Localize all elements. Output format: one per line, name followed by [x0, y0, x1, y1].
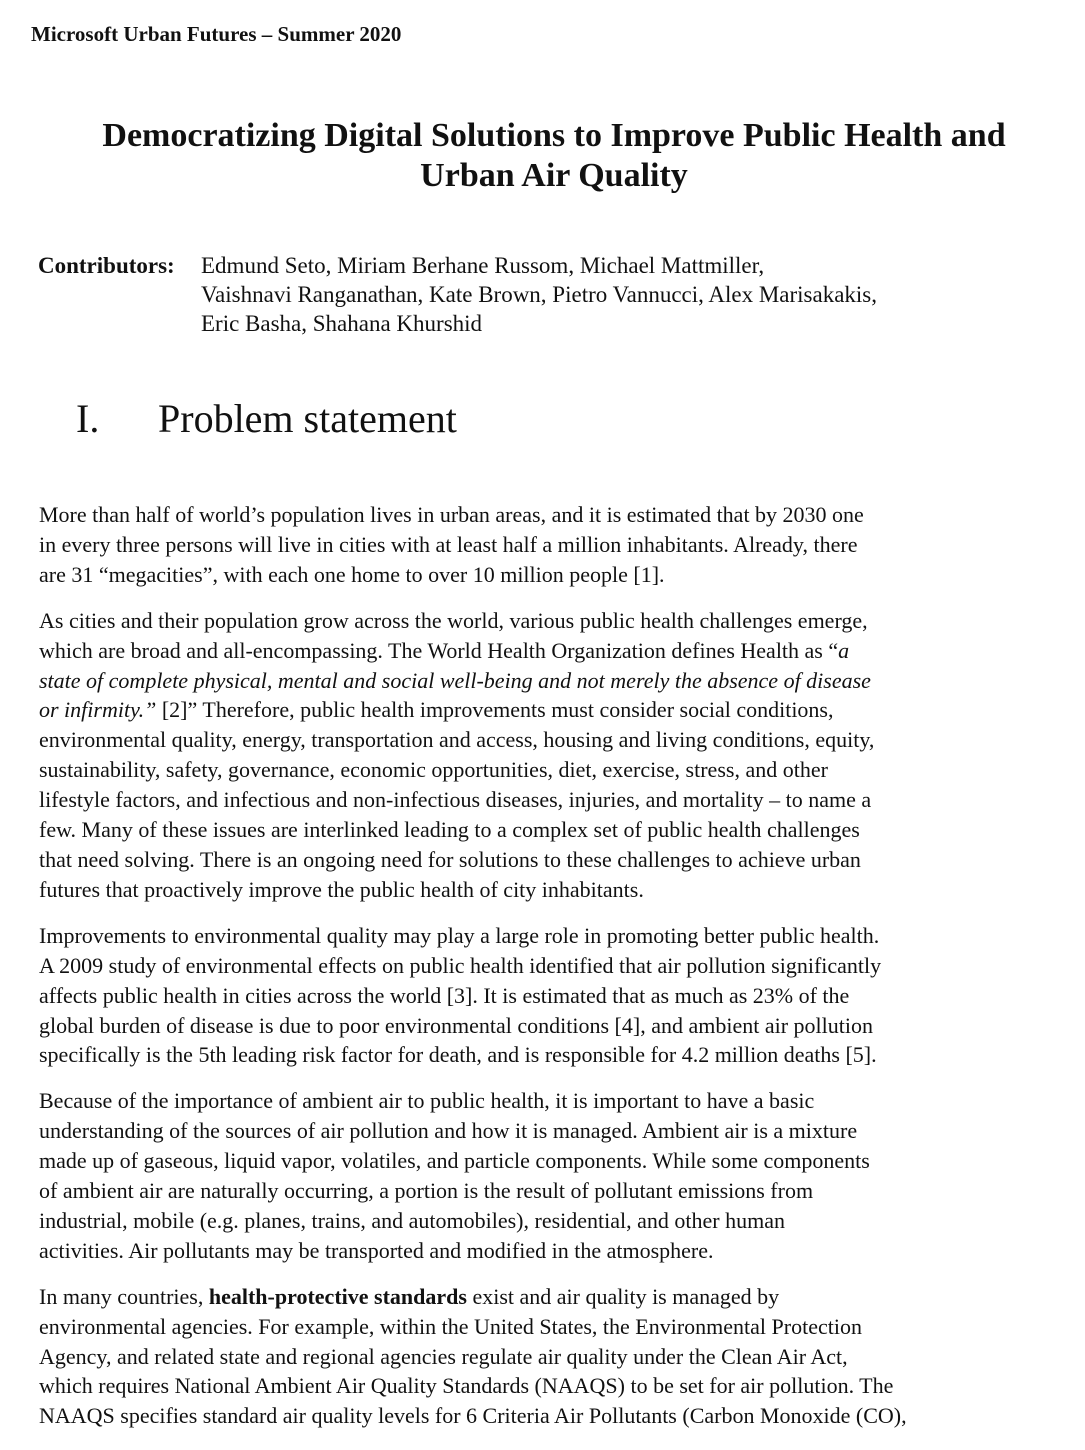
text-line: industrial, mobile (e.g. planes, trains, and automobiles), residential, and other human: [39, 1207, 785, 1233]
paragraph-3: [39, 921, 1049, 1071]
text-line: environmental quality, energy, transportation and access, housing and living conditions, equity,: [39, 727, 875, 753]
emphasis-health-protective-standards: health-protective standards: [208, 1283, 467, 1309]
text-line: made up of gaseous, liquid vapor, volatiles, and particle components. While some components: [39, 1148, 870, 1174]
text-line: More than half of world’s population lives in urban areas, and it is estimated that by 2030 one: [39, 502, 864, 527]
text-line: specifically is the 5th leading risk factor for death, and is responsible for 4.2 million deaths [5].: [39, 1042, 877, 1068]
text-line: environmental agencies. For example, within the United States, the Environmental Protection: [39, 1313, 862, 1339]
text-line: [39, 636, 1049, 666]
text-line: understanding of the sources of air pollution and how it is managed. Ambient air is a mixture: [39, 1118, 858, 1144]
text-line: sustainability, safety, governance, economic opportunities, diet, exercise, stress, and other: [39, 757, 828, 783]
who-definition-quote: a: [838, 637, 850, 663]
text-line: of ambient air are naturally occurring, a portion is the result of pollutant emissions from: [39, 1178, 814, 1204]
section-heading: [76, 394, 457, 444]
contributors-label: Contributors:: [38, 253, 175, 278]
text-line: Improvements to environmental quality may play a large role in promoting better public health.: [39, 922, 880, 948]
contributors-line: Vaishnavi Ranganathan, Kate Brown, Pietro Vannucci, Alex Marisakakis,: [201, 282, 878, 307]
text-line: lifestyle factors, and infectious and non-infectious diseases, injuries, and mortality – to name a: [39, 787, 872, 813]
text-line: [39, 695, 1049, 725]
text-line: that need solving. There is an ongoing need for solutions to these challenges to achieve urban: [39, 846, 861, 872]
contributors-line: Edmund Seto, Miriam Berhane Russom, Michael Mattmiller,: [201, 253, 765, 278]
text-line: Agency, and related state and regional agencies regulate air quality under the Clean Air Act,: [39, 1343, 848, 1369]
paper-title-line-2: Urban Air Quality: [420, 157, 688, 194]
paper-title-line-1: Democratizing Digital Solutions to Improve Public Health and: [102, 117, 1006, 154]
text-line: few. Many of these issues are interlinked leading to a complex set of public health challenges: [39, 817, 860, 843]
paragraph-5: [39, 1282, 1049, 1432]
paragraph-2: [39, 606, 1049, 905]
text-line: [39, 1282, 1049, 1312]
contributors-names: [201, 251, 877, 338]
paragraph-4: [39, 1086, 1049, 1265]
section-number: I.: [76, 396, 100, 441]
contributors-block: [38, 251, 877, 338]
text-line: which requires National Ambient Air Quality Standards (NAAQS) to be set for air pollution. The: [39, 1373, 894, 1399]
who-definition-quote: state of complete physical, mental and social well-being and not merely the absence of disease: [39, 667, 871, 693]
text-line: activities. Air pollutants may be transported and modified in the atmosphere.: [39, 1237, 714, 1263]
text-line: in every three persons will live in cities with at least half a million inhabitants. Already, there: [39, 531, 858, 557]
running-header: Microsoft Urban Futures – Summer 2020: [31, 22, 402, 46]
text-line: are 31 “megacities”, with each one home to over 10 million people [1].: [39, 561, 665, 587]
text-line: Because of the importance of ambient air to public health, it is important to have a basic: [39, 1088, 815, 1114]
paragraph-1: [39, 500, 1049, 590]
text-run: In many countries,: [39, 1283, 209, 1309]
text-run: [2]” Therefore, public health improvements must consider social conditions,: [156, 697, 834, 723]
text-run: exist and air quality is managed by: [466, 1283, 780, 1309]
text-line: NAAQS specifies standard air quality levels for 6 Criteria Air Pollutants (Carbon Monoxide (CO),: [39, 1403, 907, 1429]
body-text: [39, 500, 1049, 1447]
text-line: A 2009 study of environmental effects on public health identified that air pollution significantly: [39, 952, 882, 978]
text-run: which are broad and all-encompassing. The World Health Organization defines Health as “: [39, 637, 839, 663]
contributors-line: Eric Basha, Shahana Khurshid: [201, 311, 483, 336]
who-definition-quote: or infirmity.”: [39, 697, 157, 723]
section-title: Problem statement: [158, 396, 457, 441]
text-line: futures that proactively improve the public health of city inhabitants.: [39, 876, 644, 902]
paper-title: [40, 116, 1068, 196]
text-line: global burden of disease is due to poor environmental conditions [4], and ambient air pollution: [39, 1012, 873, 1038]
text-line: affects public health in cities across the world [3]. It is estimated that as much as 23% of the: [39, 982, 850, 1008]
text-line: As cities and their population grow across the world, various public health challenges emerge,: [39, 607, 868, 633]
